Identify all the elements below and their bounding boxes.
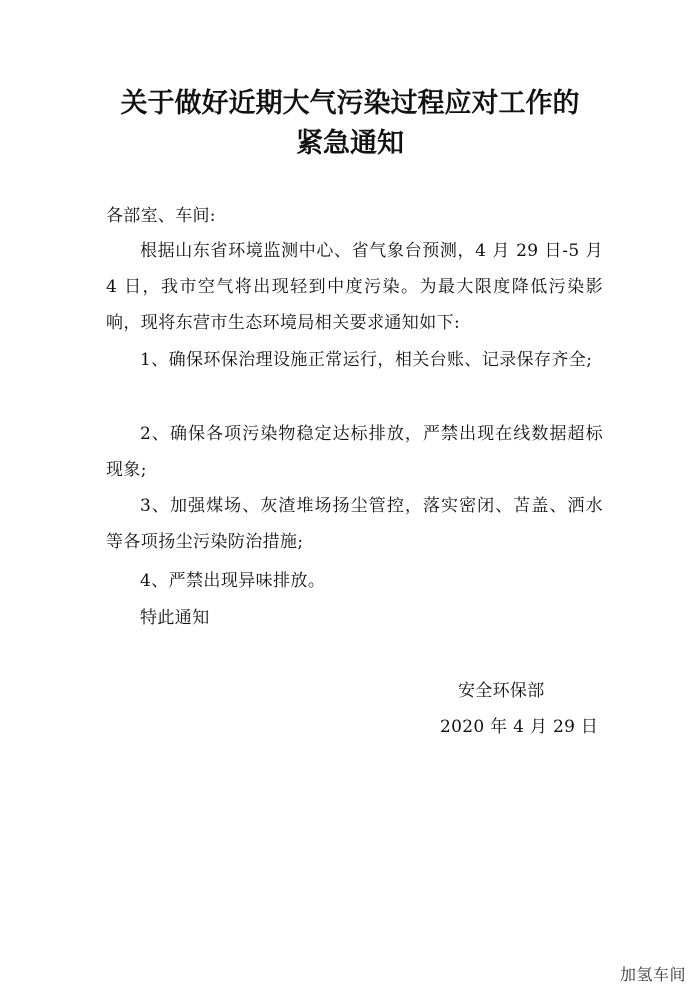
requirement-item-2: 2、确保各项污染物稳定达标排放，严禁出现在线数据超标现象; xyxy=(106,424,603,480)
requirement-item-4: 4、严禁出现异味排放。 xyxy=(140,571,326,591)
signature-date: 2020 年 4 月 29 日 xyxy=(440,717,599,737)
document-title-line-1: 关于做好近期大气污染过程应对工作的 xyxy=(120,88,580,119)
salutation: 各部室、车间: xyxy=(106,206,216,226)
intro-paragraph: 根据山东省环境监测中心、省气象台预测，4 月 29 日-5 月 4 日，我市空气将出现轻到中度污染。为最大限度降低污染影响，现将东营市生态环境局相关要求通知如下: xyxy=(106,241,603,333)
closing-note: 特此通知 xyxy=(140,608,210,628)
signature-department: 安全环保部 xyxy=(458,681,545,701)
document-title-line-2: 紧急通知 xyxy=(296,128,404,159)
requirement-item-3: 3、加强煤场、灰渣堆场扬尘管控，落实密闭、苫盖、洒水等各项扬尘污染防治措施; xyxy=(106,496,603,552)
requirement-item-1: 1、确保环保治理设施正常运行，相关台账、记录保存齐全; xyxy=(140,350,593,370)
watermark-label: 加氢车间 xyxy=(620,965,687,984)
